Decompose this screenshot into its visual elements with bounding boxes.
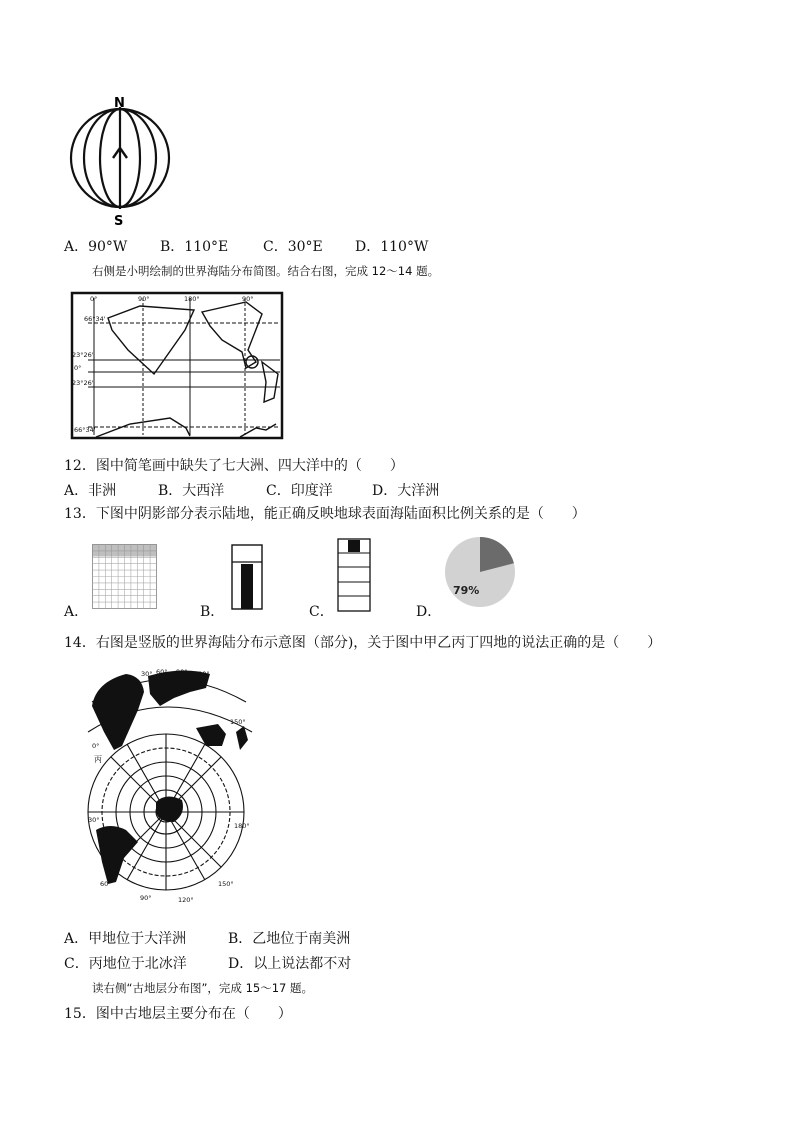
pie-percent-label: 79% (453, 584, 480, 597)
q15-stem: 15．图中古地层主要分布在（ ） (64, 1006, 292, 1022)
svg-text:120°: 120° (178, 896, 194, 904)
intro-12-14: 右侧是小明绘制的世界海陆分布简图。结合右图，完成 12～14 题。 (92, 264, 440, 278)
q12-option-c[interactable]: C．印度洋 (266, 483, 333, 499)
svg-text:150°: 150° (230, 718, 246, 726)
q13-tall-bar-figure (231, 544, 263, 610)
svg-text:180°: 180° (234, 822, 250, 830)
lon-label: 90° (138, 295, 150, 303)
q11-option-d[interactable]: D．110°W (355, 239, 429, 255)
q13-option-a[interactable]: A． (64, 604, 89, 620)
globe-figure (66, 92, 178, 228)
q13-option-b[interactable]: B． (200, 604, 225, 620)
q13-option-c[interactable]: C． (309, 604, 334, 620)
q14-option-a[interactable]: A．甲地位于大洋洲 (64, 931, 187, 947)
q11-option-c[interactable]: C．30°E (263, 239, 323, 255)
world-sketch-map (70, 290, 284, 440)
q14-stem: 14．右图是竖版的世界海陆分布示意图（部分)，关于图中甲乙丙丁四地的说法正确的是（ ） (64, 635, 662, 651)
svg-text:90°: 90° (176, 668, 188, 676)
q13-stacked-box-figure (337, 538, 371, 612)
svg-text:30°: 30° (141, 670, 153, 678)
q14-option-b[interactable]: B．乙地位于南美洲 (228, 931, 351, 947)
lon-label: 0° (90, 295, 98, 303)
svg-text:60°: 60° (156, 668, 168, 676)
q14-polar-map (86, 662, 258, 908)
lat-label: 23°26' (72, 379, 94, 387)
svg-text:丙: 丙 (94, 755, 102, 764)
q13-stem: 13．下图中阴影部分表示陆地，能正确反映地球表面海陆面积比例关系的是（ ） (64, 506, 586, 522)
lat-label: 66°34' (74, 426, 96, 434)
q14-option-c[interactable]: C．丙地位于北冰洋 (64, 956, 187, 972)
q12-option-d[interactable]: D．大洋洲 (372, 483, 440, 499)
lat-label: 0° (74, 364, 82, 372)
svg-text:150°: 150° (218, 880, 234, 888)
q13-grid-figure (92, 544, 158, 610)
svg-text:90°: 90° (140, 894, 152, 902)
svg-text:0°: 0° (92, 742, 100, 750)
q13-pie-figure (443, 535, 517, 609)
q12-option-a[interactable]: A．非洲 (64, 483, 117, 499)
lat-label: 66°34' (84, 315, 106, 323)
intro-15-17: 读右侧“古地层分布图”，完成 15～17 题。 (92, 981, 313, 995)
q11-option-a[interactable]: A．90°W (64, 239, 128, 255)
svg-text:120°: 120° (194, 670, 210, 678)
svg-text:30°: 30° (88, 816, 100, 824)
q12-option-b[interactable]: B．大西洋 (158, 483, 225, 499)
svg-text:60°: 60° (100, 880, 112, 888)
lon-label: 180° (184, 295, 200, 303)
lat-label: 23°26' (72, 351, 94, 359)
south-label: S (114, 214, 124, 228)
q14-option-d[interactable]: D．以上说法都不对 (228, 956, 352, 972)
q11-option-b[interactable]: B．110°E (160, 239, 229, 255)
q12-stem: 12．图中简笔画中缺失了七大洲、四大洋中的（ ） (64, 458, 404, 474)
north-label: N (114, 96, 125, 111)
q13-option-d[interactable]: D． (416, 604, 442, 620)
lon-label: 90° (242, 295, 254, 303)
